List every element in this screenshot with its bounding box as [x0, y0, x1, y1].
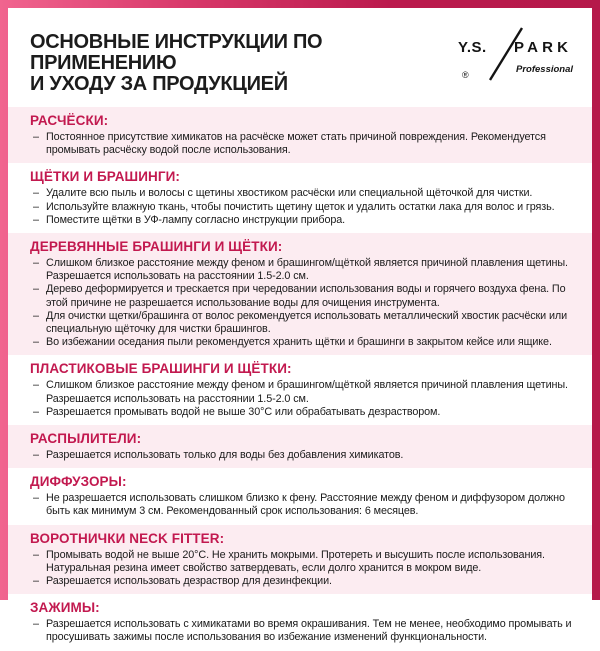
bullet-text: Промывать водой не выше 20°С. Не хранить мокрыми. Протереть и высушить после использования. Натуральная резина имеет свойство затвердевать, если долго хранится в мокром виде. [46, 548, 545, 574]
bullet-dash: – [33, 213, 40, 226]
section-heading: ДЕРЕВЯННЫЕ БРАШИНГИ И ЩЁТКИ: [30, 239, 283, 255]
registered-trademark-icon: ® [462, 70, 469, 80]
section [8, 107, 592, 163]
bullet-text: Разрешается использовать с химикатами во время окрашивания. Тем не менее, необходимо промывать и просушивать зажимы после использования во избежание изменений функциональности. [46, 618, 572, 644]
bullet-dash: – [33, 131, 40, 143]
logo-brand-right: PARK [514, 39, 573, 56]
section [8, 594, 592, 650]
section-heading: ПЛАСТИКОВЫЕ БРАШИНГИ И ЩЁТКИ: [30, 361, 292, 377]
section [8, 525, 592, 595]
section-heading: ЗАЖИМЫ: [30, 600, 100, 616]
bullet-text: Разрешается использовать дезраствор для дезинфекции. [46, 575, 332, 588]
bullet-dash: – [33, 449, 40, 462]
bullet-text: Поместите щётки в УФ-лампу согласно инструкции прибора. [46, 213, 346, 226]
section-heading: ЩЁТКИ И БРАШИНГИ: [30, 169, 181, 185]
section-heading: ВОРОТНИЧКИ NECK FITTER: [30, 530, 225, 546]
bullet-text: Не разрешается использовать слишком близко к фену. Расстояние между феном и диффузором должно быть как минимум 3 см. Рекомендованный срок использования: 6 месяцев. [46, 492, 565, 518]
section [8, 163, 592, 233]
bullet-text: Удалите всю пыль и волосы с щетины хвостиком расчёски или специальной щёточкой для чистки. [46, 187, 533, 200]
ys-park-logo [458, 28, 576, 82]
bullet-dash: – [33, 405, 40, 418]
bullet-dash: – [33, 548, 40, 561]
bullet-dash: – [33, 309, 40, 322]
page-title [30, 32, 458, 95]
bullet-text: Дерево деформируется и трескается при чередовании использования воды и горячего воздуха фена. По этой причине не разрешается использование воды для очищения инструмента. [46, 283, 566, 309]
section [8, 233, 592, 355]
bullet-item [30, 310, 578, 336]
bullet-item [30, 131, 578, 157]
section-heading: РАСЧЁСКИ: [30, 113, 109, 128]
bullet-text: Во избежании оседания пыли рекомендуется хранить щётки и брашинги в закрытом кейсе или ящике. [46, 336, 552, 349]
bullet-item [30, 201, 578, 214]
bullet-text: Разрешается промывать водой не выше 30°C или обрабатывать дезраствором. [46, 405, 441, 418]
bullet-item [30, 492, 578, 518]
bullet-text: Для очистки щетки/брашинга от волос рекомендуется использовать металлический хвостик расчёски или специальную щёточку для чистки брашингов. [46, 309, 568, 336]
sections [8, 107, 592, 651]
bullet-dash: – [33, 257, 40, 270]
bullet-dash: – [33, 336, 40, 349]
page-title-line2: И УХОДУ ЗА ПРОДУКЦИЕЙ [30, 73, 288, 95]
bullet-dash: – [33, 379, 40, 392]
bullet-item [30, 575, 578, 588]
bullet-item [30, 283, 578, 309]
logo-brand-left: Y.S. [458, 39, 487, 56]
instruction-sheet [8, 8, 592, 644]
bullet-text: Постоянное присутствие химикатов на расчёске может стать причиной повреждения. Рекомендуется промывать расчёску водой после использования. [46, 131, 546, 157]
bullet-item [30, 379, 578, 405]
bullet-dash: – [33, 187, 40, 200]
section-heading: ДИФФУЗОРЫ: [30, 474, 127, 490]
section [8, 355, 592, 425]
bullet-text: Слишком близкое расстояние между феном и брашингом/щёткой является причиной плавления щетины. Разрешается использовать на расстоянии 1.5-2.0 см. [46, 257, 568, 283]
bullet-item [30, 336, 578, 349]
bullet-text: Слишком близкое расстояние между феном и брашингом/щёткой является причиной плавления щетины. Разрешается использовать на расстоянии 1.5-2.0 см. [46, 379, 568, 405]
header [8, 8, 592, 107]
logo-subtitle: Professional [516, 64, 574, 75]
section [8, 468, 592, 524]
bullet-dash: – [33, 200, 40, 213]
bullet-item [30, 187, 578, 200]
bullet-item [30, 406, 578, 419]
page-title-line1: ОСНОВНЫЕ ИНСТРУКЦИИ ПО ПРИМЕНЕНИЮ [30, 31, 323, 74]
bullet-dash: – [33, 283, 40, 296]
bullet-text: Разрешается использовать только для воды без добавления химикатов. [46, 449, 404, 462]
bullet-dash: – [33, 618, 40, 631]
bullet-item [30, 549, 578, 575]
bullet-text: Используйте влажную ткань, чтобы почистить щетину щеток и удалить остатки лака для волос и грязь. [46, 200, 555, 213]
section-heading: РАСПЫЛИТЕЛИ: [30, 431, 142, 447]
bullet-item [30, 214, 578, 227]
bullet-dash: – [33, 492, 40, 505]
bullet-item [30, 618, 578, 644]
bullet-item [30, 449, 578, 462]
bullet-dash: – [33, 575, 40, 588]
section [8, 425, 592, 468]
ys-park-logo-graphic [458, 28, 576, 82]
bullet-item [30, 257, 578, 283]
